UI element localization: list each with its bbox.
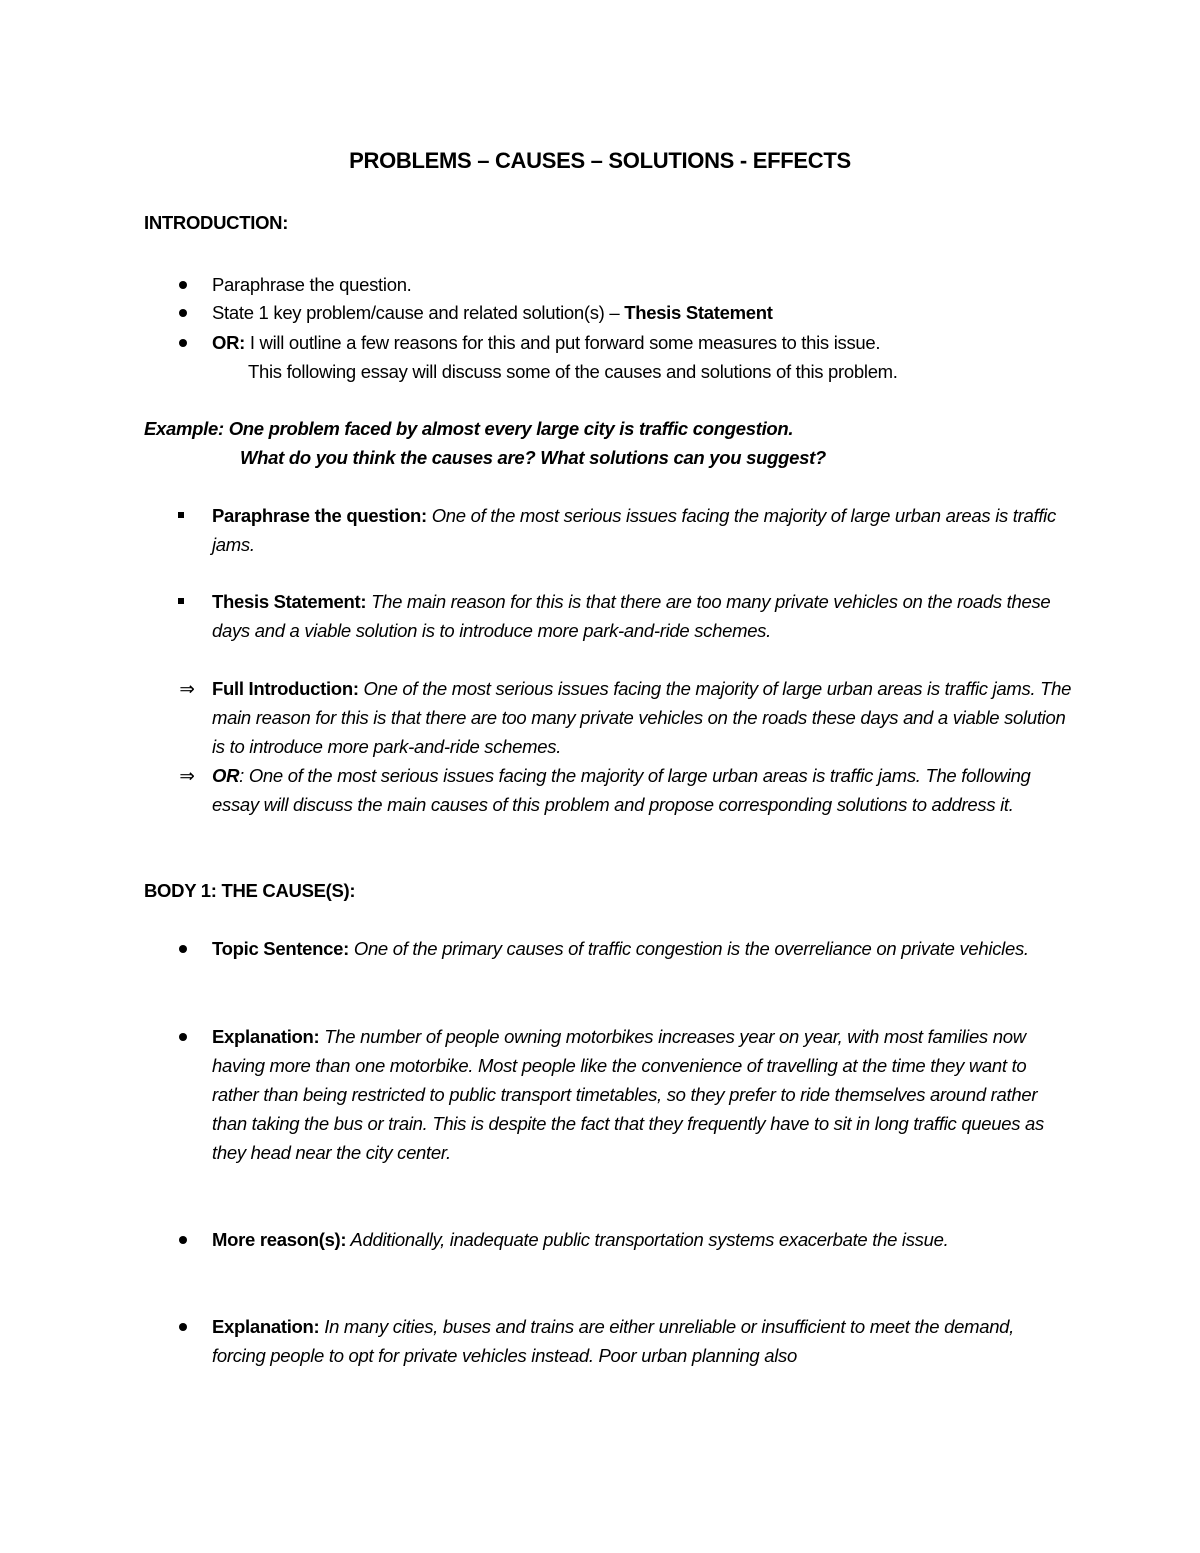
bullet-text: I will outline a few reasons for this and put forward some measures to this issue. [245, 332, 881, 353]
body-bullet [212, 1225, 1072, 1254]
step-item [212, 587, 1072, 645]
bullet-text: Paraphrase the question. [212, 274, 412, 295]
arrow-label: Full Introduction: [212, 678, 359, 699]
bullet-icon [179, 1236, 187, 1244]
body-bullet [212, 1312, 1072, 1370]
bullet-text: In many cities, buses and trains are either unreliable or insufficient to meet the demand, forcing people to opt for private vehicles instead. Poor urban planning also [212, 1316, 1015, 1366]
bullet-label: Explanation: [212, 1026, 320, 1047]
bullet-label: More reason(s): [212, 1229, 347, 1250]
arrow-icon: ⇒ [179, 765, 195, 786]
step-label: Thesis Statement: [212, 591, 367, 612]
bullet-icon [179, 1033, 187, 1041]
bullet-icon [179, 309, 187, 317]
body1-heading: BODY 1: THE CAUSE(S): [144, 880, 356, 901]
step-text: The main reason for this is that there are too many private vehicles on the roads these days and a viable solution is to introduce more park-and-ride schemes. [212, 591, 1051, 641]
bullet-text: Additionally, inadequate public transportation systems exacerbate the issue. [346, 1229, 949, 1250]
arrow-label: OR [212, 765, 240, 786]
body-bullet [212, 934, 1072, 963]
arrow-item [179, 761, 1072, 819]
bullet-text: State 1 key problem/cause and related solution(s) – [212, 302, 625, 323]
step-item [212, 501, 1072, 559]
arrow-text: : One of the most serious issues facing the majority of large urban areas is traffic jams. The following essay will discuss the main causes of this problem and propose corresponding solutions to address it. [212, 765, 1031, 815]
arrow-item [179, 674, 1072, 761]
intro-heading: INTRODUCTION: [144, 212, 289, 233]
bullet-continuation: This following essay will discuss some of the causes and solutions of this problem. [248, 361, 898, 382]
square-bullet-icon [178, 512, 184, 518]
arrow-text: One of the most serious issues facing the majority of large urban areas is traffic jams. The main reason for this is that there are too many private vehicles on the roads these days and a viable solution is to introduce more park-and-ride schemes. [212, 678, 1072, 757]
bullet-icon [179, 339, 187, 347]
bullet-label: Topic Sentence: [212, 938, 350, 959]
bullet-bold: Thesis Statement [624, 302, 773, 323]
example-question [144, 414, 1044, 472]
document-title: PROBLEMS – CAUSES – SOLUTIONS - EFFECTS [349, 148, 851, 173]
arrow-icon: ⇒ [179, 678, 195, 699]
step-label: Paraphrase the question: [212, 505, 427, 526]
intro-bullet [212, 298, 1072, 327]
intro-bullet [212, 328, 1112, 386]
bullet-bold: OR: [212, 332, 246, 353]
step-text: One of the most serious issues facing the majority of large urban areas is traffic jams. [212, 505, 1056, 555]
example-line: What do you think the causes are? What solutions can you suggest? [240, 447, 826, 468]
bullet-icon [179, 945, 187, 953]
square-bullet-icon [178, 598, 184, 604]
intro-bullet [212, 270, 1072, 299]
bullet-label: Explanation: [212, 1316, 320, 1337]
bullet-text: One of the primary causes of traffic congestion is the overreliance on private vehicles. [349, 938, 1029, 959]
bullet-text: The number of people owning motorbikes increases year on year, with most families now having more than one motorbike. Most people like the convenience of travelling at the time they want to rather than being restricted to public transport timetables, so they prefer to ride themselves around rather than taking the bus or train. This is despite the fact that they frequently have to sit in long traffic queues as they head near the city center. [212, 1026, 1044, 1163]
bullet-icon [179, 1323, 187, 1331]
bullet-icon [179, 281, 187, 289]
example-line: Example: One problem faced by almost every large city is traffic congestion. [144, 418, 794, 439]
body-bullet [212, 1022, 1072, 1167]
